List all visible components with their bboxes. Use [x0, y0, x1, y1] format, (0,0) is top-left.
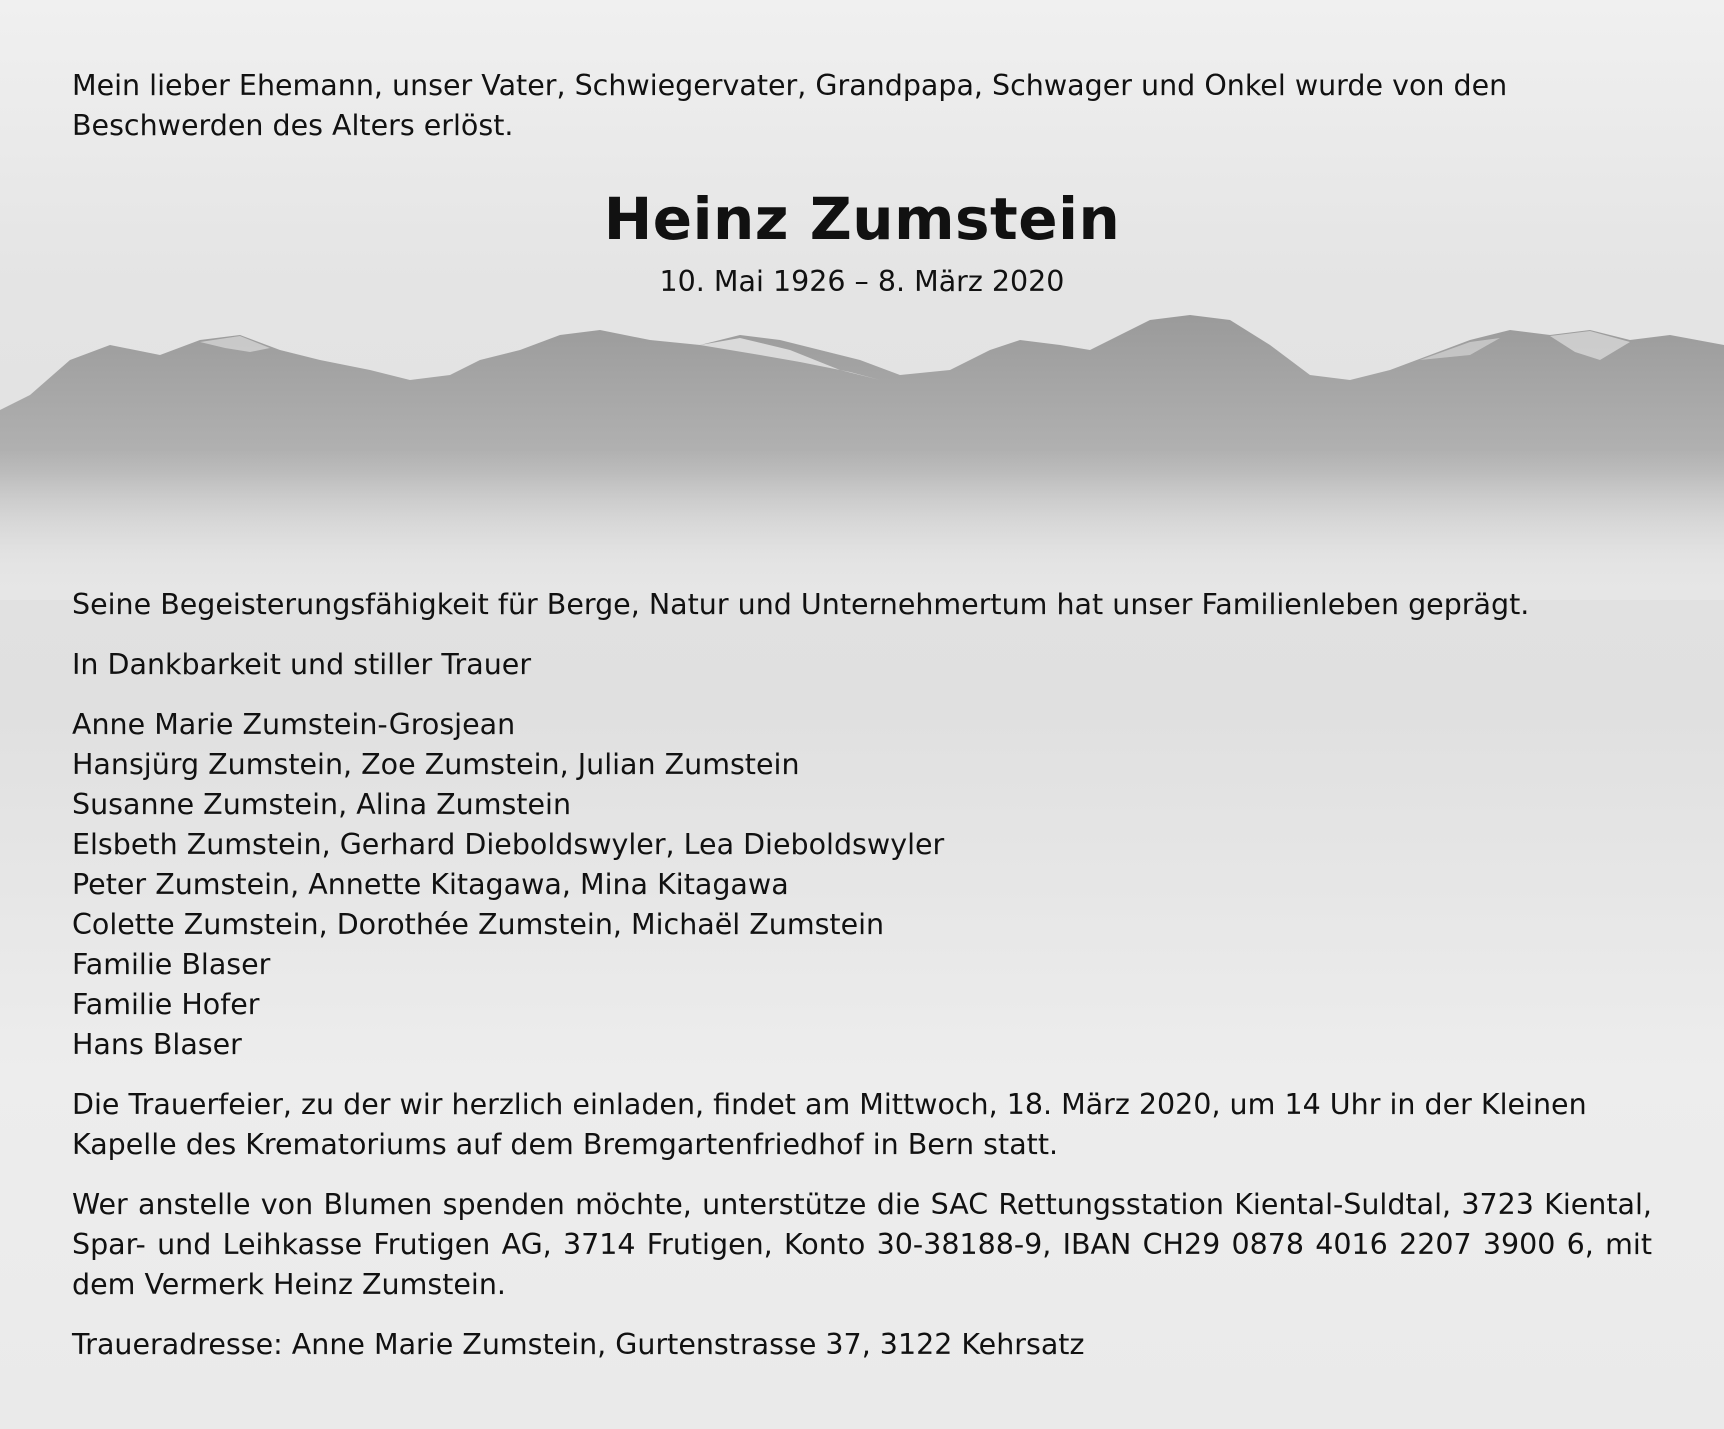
life-dates: 10. Mai 1926 – 8. März 2020	[659, 265, 1065, 298]
ceremony-text: Die Trauerfeier, zu der wir herzlich einladen, findet am Mittwoch, 18. März 2020, um 14 Uhr in der Kleinen Kapelle des Krematoriums auf dem Bremgartenfriedhof in Bern statt.	[72, 1088, 1587, 1161]
donation-text: Wer anstelle von Blumen spenden möchte, unterstütze die SAC Rettungsstation Kiental-Suldtal, 3723 Kiental, Spar- und Leihkasse Frutigen AG, 3714 Frutigen, Konto 30-38188-9, IBAN CH29 0878 4016 2207 3900 6, mit dem Vermerk Heinz Zumstein.	[72, 1188, 1652, 1301]
obituary-body	[72, 585, 1652, 1385]
mourner-line: Susanne Zumstein, Alina Zumstein	[72, 788, 572, 821]
mourner-line: Familie Hofer	[72, 988, 260, 1021]
closing-phrase: In Dankbarkeit und stiller Trauer	[72, 648, 532, 681]
mourner-line: Anne Marie Zumstein-Grosjean	[72, 708, 516, 741]
mourner-line: Elsbeth Zumstein, Gerhard Dieboldswyler, Lea Dieboldswyler	[72, 828, 945, 861]
mourner-line: Familie Blaser	[72, 948, 271, 981]
mourner-line: Colette Zumstein, Dorothée Zumstein, Michaël Zumstein	[72, 908, 885, 941]
mourner-line: Hans Blaser	[72, 1028, 242, 1061]
tribute-text: Seine Begeisterungsfähigkeit für Berge, Natur und Unternehmertum hat unser Familienleben geprägt.	[72, 588, 1530, 621]
mourning-address: Traueradresse: Anne Marie Zumstein, Gurtenstrasse 37, 3122 Kehrsatz	[72, 1328, 1085, 1361]
deceased-block	[72, 184, 1652, 302]
mountain-panorama-image	[0, 300, 1724, 600]
intro-text: Mein lieber Ehemann, unser Vater, Schwiegervater, Grandpapa, Schwager und Onkel wurde von den Beschwerden des Alters erlöst.	[72, 69, 1508, 142]
intro-section	[72, 66, 1652, 298]
mourner-line: Peter Zumstein, Annette Kitagawa, Mina Kitagawa	[72, 868, 789, 901]
mourner-line: Hansjürg Zumstein, Zoe Zumstein, Julian Zumstein	[72, 748, 800, 781]
mourners-list	[72, 705, 1652, 1065]
deceased-name: Heinz Zumstein	[603, 185, 1121, 253]
